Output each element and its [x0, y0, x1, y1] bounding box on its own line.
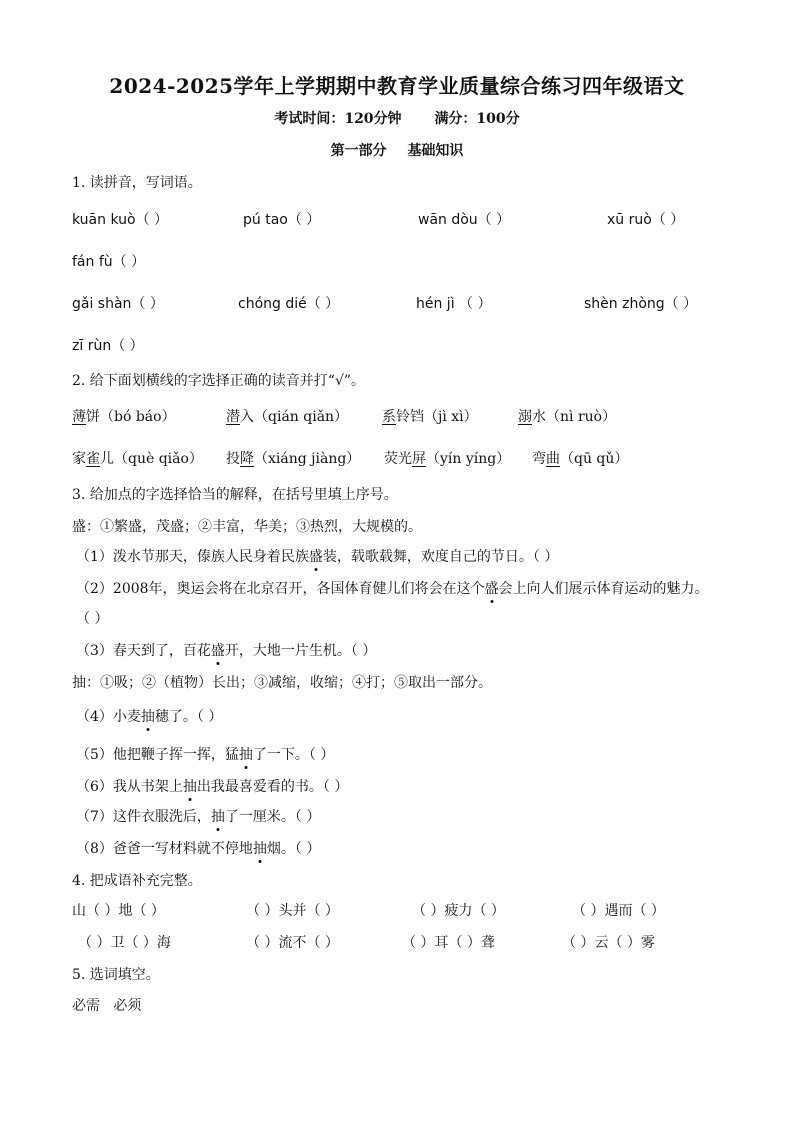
dotted-char: 抽 — [183, 776, 197, 796]
idiom-item: 山（ ）地（ ） — [72, 903, 165, 919]
section-heading — [0, 140, 794, 160]
reading-options: 儿（què qiǎo） — [100, 451, 203, 467]
idiom-item: （ ）卫（ ）海 — [78, 935, 171, 951]
sentence-text: （4）小麦 — [76, 709, 141, 725]
reading-item — [532, 448, 628, 468]
underlined-char: 薄 — [72, 409, 86, 425]
pinyin-item: gǎi shàn（ ） — [72, 296, 164, 312]
definition-chou: 抽：①吸；②（植物）长出；③减缩，收缩；④打；⑤取出一部分。 — [72, 675, 492, 691]
sentence-text: （8）爸爸一写材料就不停地 — [76, 841, 253, 857]
reading-item — [226, 406, 348, 426]
word-choices: 必需 必须 — [72, 998, 142, 1014]
reading-options: （qū qǔ） — [560, 451, 629, 467]
underlined-char: 系 — [382, 409, 396, 425]
exam-meta — [0, 108, 794, 128]
plain-char: 荧光 — [384, 451, 412, 467]
sentence-text: 穗了。（ ） — [154, 709, 223, 725]
reading-item — [72, 406, 176, 426]
sentence-item — [76, 838, 320, 858]
sentence-text: （1）泼水节那天，傣族人民身着民族 — [76, 549, 309, 565]
sentence-text: 会上向人们展示体育运动的魅力。 — [498, 581, 709, 597]
pinyin-item: fán fù（ ） — [72, 254, 146, 270]
sentence-text: 了一下。（ ） — [252, 747, 335, 763]
dotted-char: 盛 — [485, 578, 499, 598]
sentence-item — [76, 776, 348, 796]
dotted-char: 盛 — [309, 546, 323, 566]
pinyin-item: kuān kuò（ ） — [72, 212, 169, 228]
answer-blank: （ ） — [76, 611, 109, 627]
underlined-char: 雀 — [86, 451, 100, 467]
sentence-item — [76, 744, 334, 764]
q4-prompt: 4. 把成语补充完整。 — [72, 873, 202, 889]
sentence-text: （5）他把鞭子挥一挥，猛 — [76, 747, 239, 763]
sentence-text: 出我最喜爱看的书。（ ） — [196, 779, 349, 795]
dotted-char: 抽 — [239, 744, 253, 764]
underlined-char: 曲 — [546, 451, 560, 467]
idiom-item: （ ）耳（ ）聋 — [402, 935, 495, 951]
dotted-char: 盛 — [211, 640, 225, 660]
sentence-item — [76, 546, 558, 566]
sentence-text: （2）2008年，奥运会将在北京召开，各国体育健儿们将会在这个 — [76, 581, 485, 597]
sentence-item — [76, 578, 709, 598]
section-name: 基础知识 — [407, 143, 464, 159]
reading-options: 铃铛（jì xì） — [396, 409, 478, 425]
sentence-text: 开，大地一片生机。（ ） — [224, 643, 377, 659]
pinyin-item: pú tao（ ） — [243, 212, 321, 228]
page-title: 2024-2025学年上学期期中教育学业质量综合练习四年级语文 — [109, 74, 685, 98]
plain-char: 投 — [226, 451, 240, 467]
sentence-text: （7）这件衣服洗后， — [76, 809, 211, 825]
reading-options: 入（qián qiǎn） — [240, 409, 349, 425]
q2-prompt: 2. 给下面划横线的字选择正确的读音并打“√”。 — [72, 373, 366, 389]
sentence-text: （3）春天到了，百花 — [76, 643, 211, 659]
reading-options: 饼（bó báo） — [86, 409, 176, 425]
sentence-item — [76, 706, 222, 726]
reading-item — [518, 406, 616, 426]
reading-item — [226, 448, 360, 468]
reading-options: （yín yíng） — [426, 451, 511, 467]
exam-time: 考试时间：120分钟 — [274, 111, 402, 127]
pinyin-item: xū ruò（ ） — [607, 212, 685, 228]
dotted-char: 抽 — [141, 706, 155, 726]
underlined-char: 降 — [240, 451, 254, 467]
reading-options: （xiáng jiàng） — [254, 451, 361, 467]
pinyin-item: hén jì （ ） — [416, 296, 492, 312]
idiom-item: （ ）疲力（ ） — [412, 903, 505, 919]
underlined-char: 溺 — [518, 409, 532, 425]
pinyin-item: wān dòu（ ） — [418, 212, 511, 228]
sentence-item — [76, 640, 376, 660]
q1-prompt: 1. 读拼音，写词语。 — [72, 175, 202, 191]
idiom-item: （ ）头并（ ） — [246, 903, 339, 919]
plain-char: 家 — [72, 451, 86, 467]
pinyin-item: chóng dié（ ） — [238, 296, 340, 312]
reading-options: 水（nì ruò） — [532, 409, 617, 425]
underlined-char: 潜 — [226, 409, 240, 425]
reading-item — [384, 448, 510, 468]
sentence-text: 了一厘米。（ ） — [224, 809, 321, 825]
q3-prompt: 3. 给加点的字选择恰当的解释，在括号里填上序号。 — [72, 487, 398, 503]
section-part: 第一部分 — [330, 143, 387, 159]
sentence-text: （6）我从书架上 — [76, 779, 183, 795]
sentence-text: 装，载歌载舞，欢度自己的节日。（ ） — [322, 549, 559, 565]
reading-item — [72, 448, 203, 468]
pinyin-item: shèn zhòng（ ） — [584, 296, 698, 312]
idiom-item: （ ）云（ ）雾 — [562, 935, 655, 951]
sentence-text: 烟。（ ） — [266, 841, 321, 857]
underlined-char: 屏 — [412, 451, 426, 467]
idiom-item: （ ）流不（ ） — [246, 935, 339, 951]
pinyin-item: zī rùn（ ） — [72, 338, 144, 354]
exam-score: 满分：100分 — [434, 111, 520, 127]
reading-item — [382, 406, 478, 426]
plain-char: 弯 — [532, 451, 546, 467]
dotted-char: 抽 — [211, 806, 225, 826]
q5-prompt: 5. 选词填空。 — [72, 967, 160, 983]
dotted-char: 抽 — [253, 838, 267, 858]
sentence-item — [76, 806, 320, 826]
idiom-item: （ ）遇而（ ） — [572, 903, 665, 919]
definition-sheng: 盛：①繁盛，茂盛；②丰富，华美；③热烈，大规模的。 — [72, 519, 422, 535]
